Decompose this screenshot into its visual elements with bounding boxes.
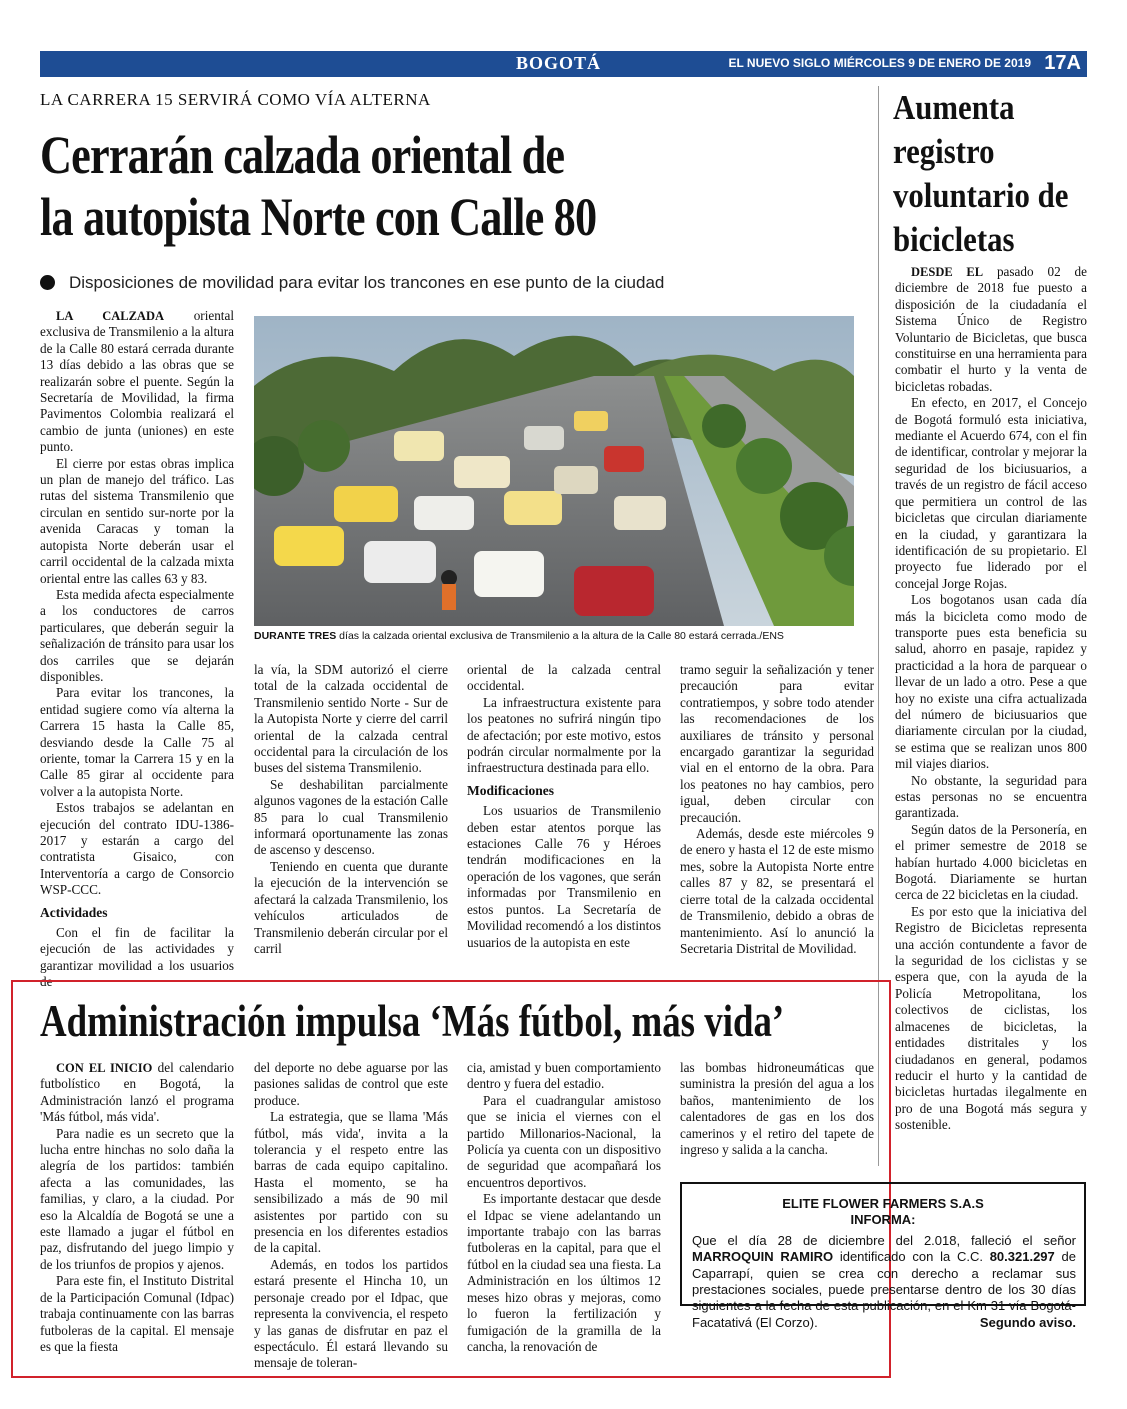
article-column-3 — [467, 662, 661, 951]
paragraph: Con el fin de facilitar la ejecución de las actividades y garantizar movilidad a los usuarios de — [40, 925, 234, 990]
lead-word: CON EL INICIO — [56, 1061, 153, 1075]
headline-line-2: la autopista Norte con Calle 80 — [40, 187, 597, 247]
bottom-headline: Administración impulsa ‘Más fútbol, más vida’ — [40, 996, 785, 1046]
bottom-column-4 — [680, 1060, 874, 1158]
paragraph: Para este fin, el Instituto Distrital de la Participación Comunal (Idpac) trabaja continuamente con las barras futboleras de la capital. El mensaje es que la fiesta — [40, 1273, 234, 1354]
article-column-4 — [680, 662, 874, 957]
notice-company: ELITE FLOWER FARMERS S.A.S — [782, 1196, 984, 1211]
paragraph: La estrategia, que se llama 'Más fútbol, más vida', invita a la tolerancia y el respeto entre las barras de cada equipo capitalino. Hasta el momento, se ha sensibilizado a más de 90 mil asistentes por partido con su presencia en los diferentes estadios de la capital. — [254, 1109, 448, 1256]
paragraph: cia, amistad y buen comportamiento dentro y fuera del estadio. — [467, 1060, 661, 1092]
page-number: 17A — [1044, 52, 1081, 74]
paragraph: las bombas hidroneumáticas que suministra la presión del agua a los baños, mantenimiento de los calentadores de gas en los dos camerinos y el retiro del tapete de ingreso y salida a la cancha. — [680, 1060, 874, 1158]
section-name: BOGOTÁ — [516, 53, 602, 73]
paragraph: del deporte no debe aguarse por las pasiones salidas de control que este produce. — [254, 1060, 448, 1108]
paragraph: Los bogotanos usan cada día más la bicicleta como modo de transporte pues esta beneficia su salud, ahorro en pasaje, rapidez y practicidad a la hora de parquear o llevar de un lado a otro. Pese a que hoy no existe una cifra actualizada del número de biciusuarios que diariamente circulan por la ciudad, se estima que se realizan unos 800 mil viajes diarios. — [895, 592, 1087, 772]
article-headline — [40, 124, 712, 248]
sidebar-column — [895, 264, 1087, 1134]
paragraph-text: oriental exclusiva de Transmilenio a la altura de la Calle 80 estará cerrada durante 13 días debido a las obras que se realizarán sobre el puente. Según la Secretaría de Movilidad, la firma Pavimentos Colombia realizará el cambio de junta (uniones) en este punto. — [40, 308, 234, 455]
section-subheading: Actividades — [40, 904, 108, 920]
paragraph: Esta medida afecta especialmente a los conductores de carros particulares, que deberán seguir la señalización de tránsito para usar los dos carriles que se dejarán disponibles. — [40, 586, 234, 684]
section-subheading: Modificaciones — [467, 782, 554, 798]
paragraph: Para evitar los trancones, la entidad sugiere como vía alterna la Carrera 15 hasta la Calle 85, desviando desde la Calle 75 al oriente, tomar la Carrera 15 y en la Calle 85 girar al occidente para volver a la autopista Norte. — [40, 685, 234, 799]
paragraph: tramo seguir la señalización y tener precaución para evitar contratiempos, y sobre todo atender las recomendaciones de los auxiliares de tránsito y personal encargado garantizar la seguridad vial en el entorno de la obra. Para los peatones no hay cambios, pero igual, deben circular con precaución. — [680, 662, 874, 825]
article-subhead — [40, 273, 664, 293]
paragraph — [40, 308, 234, 456]
bottom-column-1 — [40, 1060, 234, 1355]
bottom-column-2 — [254, 1060, 448, 1372]
paragraph: Los usuarios de Transmilenio deben estar atentos porque las estaciones Calle 76 y Héroes tendrán modificaciones en la operación de los vagones, que serán informadas por Transmilenio en estos puntos. La Secretaría de Movilidad recomendó a los distintos usuarios de la autopista en este — [467, 803, 661, 950]
paragraph: Teniendo en cuenta que durante la ejecución de la intervención se afectará la calzada Transmilenio, los vehículos articulados de Transmilenio deberán circular por el carril — [254, 858, 448, 956]
lead-word: LA CALZADA — [56, 309, 165, 323]
paragraph: La infraestructura existente para los peatones no sufrirá ningún tipo de afectación; por este motivo, estos podrán circular normalmente por la infraestructura destinada para ello. — [467, 694, 661, 776]
notice-text: Que el día 28 de diciembre del 2.018, falleció el señor — [692, 1232, 1076, 1248]
notice-text: identificado con la C.C. — [833, 1249, 990, 1265]
paper-date-info: EL NUEVO SIGLO MIÉRCOLES 9 DE ENERO DE 2019 — [728, 56, 1031, 70]
caption-lead: DURANTE TRES — [254, 630, 337, 642]
notice-body — [682, 1229, 1084, 1331]
bullet-icon — [40, 275, 55, 290]
death-notice-box — [680, 1182, 1086, 1330]
paragraph: En efecto, en 2017, el Concejo de Bogotá formuló esta iniciativa, mediante el Acuerdo 674, con el fin de identificar, controlar y mejorar la seguridad de los biciusuarios, a través de un registro de fácil acceso que permitiera un control de las bicicletas que circulan diariamente en la ciudad, y garantizara la identificación de su propietario. El proyecto fue liderado por el concejal Jorge Rojas. — [895, 395, 1087, 591]
article-photo — [254, 316, 854, 626]
paragraph: Es por esto que la iniciativa del Registro de Bicicletas representa una acción contundente a favor de la seguridad de los ciclistas y se espera que, con la ayuda de la Policía Metropolitana, los colectivos de ciclistas, los almacenes de bicicletas, la entidades distritales y los ciudadanos en general, podamos reducir el hurto y la cantidad de bicicletas hurtadas ilegalmente en pro de una Bogotá más segura y sostenible. — [895, 903, 1087, 1133]
caption-text: días la calzada oriental exclusiva de Transmilenio a la altura de la Calle 80 estará cerrada./ENS — [336, 630, 784, 642]
subhead-text: Disposiciones de movilidad para evitar los trancones en ese punto de la ciudad — [69, 273, 665, 292]
notice-informa: INFORMA: — [850, 1212, 916, 1228]
lead-word: DESDE EL — [911, 265, 984, 279]
paragraph: Para nadie es un secreto que la lucha entre hinchas no solo daña la alegría de los partidos: también afecta a las comunidades, las familias, y claro, a la ciudad. Por eso la Alcaldía de Bogotá se une a este llamado a jugar el fútbol en paz, disfrutando del juego limpio y de los triunfos de propios y ajenos. — [40, 1125, 234, 1272]
notice-text: de Caparrapí, quien se crea con derecho a reclamar sus prestaciones sociales, puede presentarse dentro de los 30 días siguientes a la fecha de esta publicación, en el Km 31 vía Bogotá-Facatativá (El Corzo). — [692, 1249, 1076, 1330]
bottom-column-3 — [467, 1060, 661, 1355]
notice-id-number: 80.321.297 — [989, 1249, 1055, 1265]
photo-caption — [254, 630, 874, 642]
paragraph — [895, 264, 1087, 395]
notice-name: MARROQUIN RAMIRO — [692, 1249, 834, 1265]
sidebar-headline: Aumenta registro voluntario de bicicletas — [893, 88, 1069, 259]
notice-sign: Segundo aviso. — [979, 1314, 1076, 1330]
paragraph: oriental de la calzada central occidental. — [467, 662, 661, 694]
paragraph: Además, en todos los partidos estará presente el Hincha 10, un personaje creado por el Idpac, que representa la convivencia, el respeto y las ganas de disfrutar en paz el espectáculo. Él estará llevando su mensaje de toleran- — [254, 1256, 448, 1371]
paragraph-text: pasado 02 de diciembre de 2018 fue puesto a disposición de la ciudadanía el Sistema Único de Registro Voluntario de Bicicletas, que busca constituirse en una herramienta para combatir el hurto y la venta de bicicletas robadas. — [895, 264, 1087, 394]
paragraph: El cierre por estas obras implica un plan de manejo del tráfico. Las rutas del sistema Transmilenio que circulan en sentido sur-norte por la avenida Caracas y toman la autopista Norte deberán usar el carril occidental de la calzada mixta oriental entre las calles 63 y 83. — [40, 455, 234, 586]
paragraph-text: del calendario futbolístico en Bogotá, la Administración lanzó el programa 'Más fútbol, más vida'. — [40, 1060, 234, 1125]
section-header-bar — [40, 51, 1087, 77]
paragraph: Además, desde este miércoles 9 de enero y hasta el 12 de este mismo mes, sobre la Autopista Norte entre calles 87 y 82, se presentará el cierre total de la calzada occidental de Transmilenio, debido a obras de mantenimiento. Así lo anunció la Secretaria Distrital de Movilidad. — [680, 826, 874, 956]
article-column-2 — [254, 662, 448, 957]
paragraph: la vía, la SDM autorizó el cierre total de la calzada occidental de Transmilenio sentido Norte - Sur de la Autopista Norte y cierre del carril oriental de la calzada central occidental para la circulación de los buses del sistema Transmilenio. — [254, 662, 448, 776]
paragraph: No obstante, la seguridad para estas personas no se encuentra garantizada. — [895, 772, 1087, 821]
paragraph: Es importante destacar que desde el Idpac se viene adelantando un importante trabajo con las barras futboleras en la capital, para que el fútbol en la ciudad sea una fiesta. La Administración en los últimos 12 meses hizo obras y mejoras, como lo fueron la fertilización y fumigación de la gramilla de la cancha, la renovación de — [467, 1191, 661, 1354]
traffic-photo-illustration — [254, 316, 854, 626]
article-column-1 — [40, 308, 234, 991]
paragraph: Para el cuadrangular amistoso que se inicia el viernes con el partido Millonarios-Nacional, la Policía ya cuenta con un dispositivo de seguridad que acompañará los encuentros deportivos. — [467, 1092, 661, 1190]
article-kicker: LA CARRERA 15 SERVIRÁ COMO VÍA ALTERNA — [40, 90, 431, 109]
paragraph: Según datos de la Personería, en el primer semestre de 2018 se habían hurtado 4.000 bicicletas en Bogotá. Diariamente se hurtan cerca de 22 bicicletas en la ciudad. — [895, 821, 1087, 903]
headline-line-1: Cerrarán calzada oriental de — [40, 125, 565, 185]
paragraph: Se deshabilitan parcialmente algunos vagones de la estación Calle 85 para lo cual Transmilenio informará oportunamente las zonas de ascenso y descenso. — [254, 776, 448, 858]
paragraph: Estos trabajos se adelantan en ejecución del contrato IDU-1386-2017 y estarán a cargo del contratista Gisaico, con Interventoría a cargo de Consorcio WSP-CCC. — [40, 800, 234, 898]
paragraph — [40, 1060, 234, 1126]
